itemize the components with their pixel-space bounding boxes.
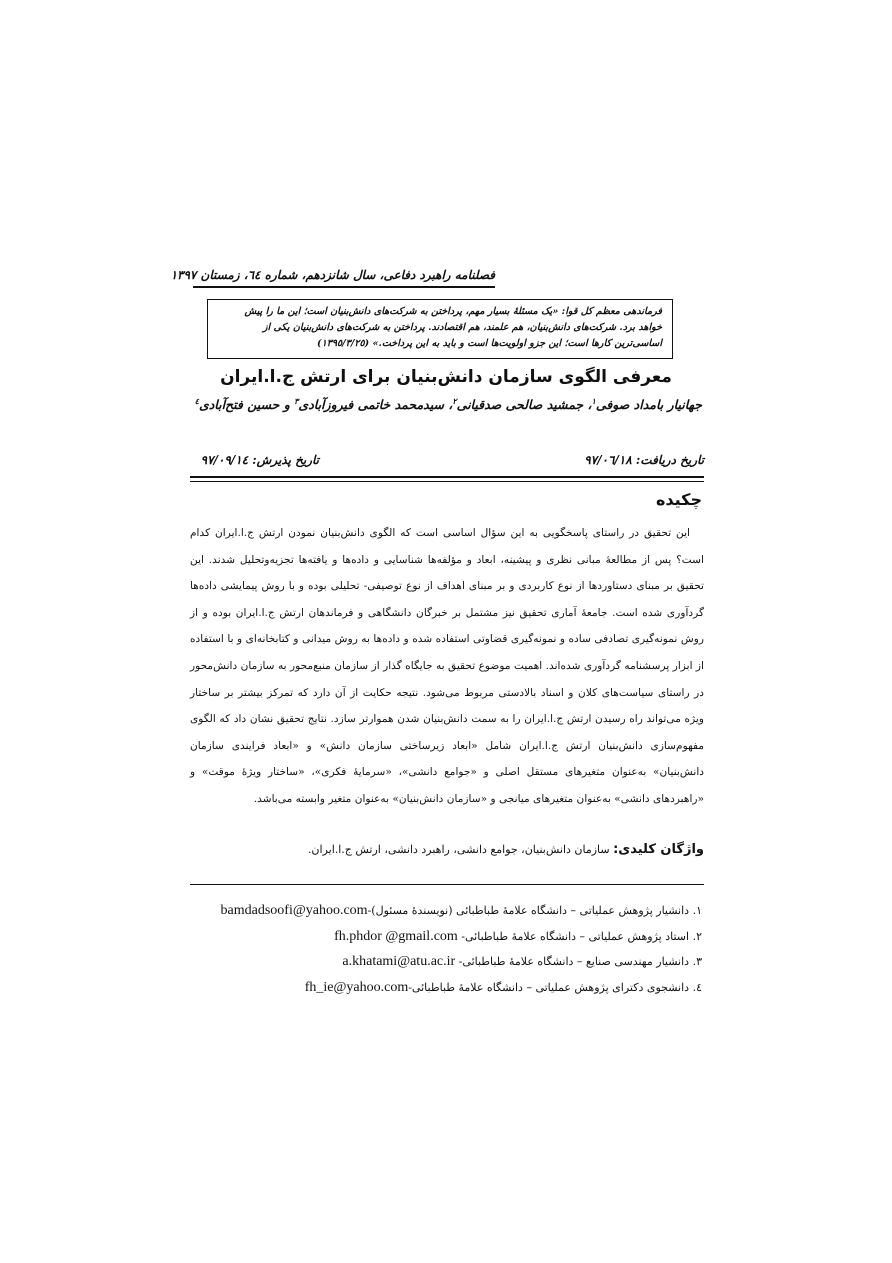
footnote-text: ٣. دانشیار مهندسی صنایع – دانشگاه علامهٔ طباطبائی- <box>455 955 702 968</box>
keywords <box>190 842 704 857</box>
keywords-text: سازمان دانش‌بنیان، جوامع دانشی، راهبرد دانشی، ارتش ج.ا.ایران. <box>307 843 610 856</box>
author-4: و حسین فتح‌آبادی <box>198 397 295 413</box>
author-3-note: ٣ <box>294 396 299 406</box>
abstract-heading: چکیده <box>655 490 702 509</box>
footnote-email[interactable]: bamdadsoofi@yahoo.com <box>220 903 368 918</box>
date-accepted: تاریخ پذیرش: ٩٧/٠٩/١٤ <box>200 453 319 467</box>
header-rule <box>193 286 495 288</box>
abstract-body <box>190 520 704 813</box>
footnote-email[interactable]: fh_ie@yahoo.com <box>304 979 409 995</box>
date-received: تاریخ دریافت: ٩٧/٠٦/١٨ <box>584 453 704 467</box>
author-3: ، سیدمحمد خاتمی فیروزآبادی <box>298 397 453 413</box>
footnote <box>190 924 702 950</box>
footnote <box>190 949 702 975</box>
footnote <box>190 898 702 924</box>
author-2-note: ٢ <box>452 396 457 406</box>
footnote-rule <box>190 884 704 885</box>
quote-box <box>207 299 673 359</box>
journal-header: فصلنامه راهبرد دفاعی، سال شانزدهم، شماره ٦٤، زمستان ١٣٩٧ <box>170 268 495 282</box>
footnote-email[interactable]: fh.phdor @gmail.com <box>334 928 458 944</box>
footnote-email[interactable]: a.khatami@atu.ac.ir <box>342 954 456 969</box>
article-title: معرفی الگوی سازمان دانش‌بنیان برای ارتش ج.ا.ایران <box>220 367 672 387</box>
author-1-note: ١ <box>591 396 596 406</box>
footnote <box>190 975 702 1001</box>
authors-line <box>190 396 702 412</box>
abstract-text: این تحقیق در راستای پاسخگویی به این سؤال اساسی است که الگوی دانش‌بنیان نمودن ارتش ج.ا.ایران کدام است؟ پس از مطالعهٔ مبانی نظری و پیشینه، ابعاد و مؤلفه‌ها شناسایی و داده‌ها و یافته‌ها تجزیه‌وتحلیل شدند. این تحقیق بر مبنای دستاوردها از نوع کاربردی و بر مبنای اهداف از نوع توصیفی- تحلیلی بوده و با روش پیمایشی داده‌ها گردآوری شده است. جامعهٔ آماری تحقیق نیز مشتمل بر خبرگان دانشگاهی و فرماندهان ارتش ج.ا.ایران بوده و از روش نمونه‌گیری تصادفی ساده و نمونه‌گیری قضاوتی استفاده شده و داده‌ها به روش میدانی و کتابخانه‌ای و با استفاده از ابزار پرسشنامه گردآوری شده‌اند. اهمیت موضوع تحقیق به جایگاه گذار از سازمان منبع‌محور به سازمان دانش‌محور در راستای سیاست‌های کلان و اسناد بالادستی مربوط می‌شود. نتیجه حکایت از آن دارد که تمرکز بیشتر بر ساختار ویژه می‌تواند راه رسیدن ارتش ج.ا.ایران را به سمت دانش‌بنیان شدن هموارتر سازد. نتایج تحقیق نشان داد که الگوی مفهوم‌سازی دانش‌بنیان ارتش ج.ا.ایران شامل «ابعاد زیرساختی سازمان دانش» و «ابعاد فرایندی سازمان دانش‌بنیان» به‌عنوان متغیرهای مستقل اصلی و «جوامع دانشی»، «سرمایهٔ فکری»، «ساختار ویژهٔ موقت» و «راهبردهای دانشی» به‌عنوان متغیرهای میانجی و «سازمان دانش‌بنیان» به‌عنوان متغیر وابسته می‌باشد. <box>190 527 704 805</box>
footnote-text: ٢. استاد پژوهش عملیاتی – دانشگاه علامهٔ طباطبائی- <box>457 929 702 943</box>
author-2: ، جمشید صالحی صدقیانی <box>456 397 592 413</box>
divider-thin <box>190 481 704 482</box>
footnote-text: ١. دانشیار پژوهش عملیاتی – دانشگاه علامهٔ طباطبائی (نویسندهٔ مسئول)- <box>367 904 702 917</box>
footnotes <box>190 898 702 1000</box>
author-1: جهانیار بامداد صوفی <box>595 397 702 413</box>
footnote-text: ٤. دانشجوی دکترای پژوهش عملیاتی – دانشگاه علامهٔ طباطبائی- <box>408 980 702 994</box>
divider-thick <box>190 476 704 478</box>
keywords-label: واژگان کلیدی: <box>613 842 704 857</box>
author-4-note: ٤ <box>194 396 199 406</box>
quote-text: فرماندهی معظم کل قوا: «یک مسئلهٔ بسیار مهم، پرداختن به شرکت‌های دانش‌بنیان است؛ این ما را پیش خواهد برد. شرکت‌های دانش‌بنیان، هم علمند، هم اقتصادند. پرداختن به شرکت‌های دانش‌بنیان یکی از اساسی‌ترین کارها است؛ این جزو اولویت‌ها است و باید به این پرداخت.» (١٣٩٥/٣/٢٥) <box>244 306 662 349</box>
